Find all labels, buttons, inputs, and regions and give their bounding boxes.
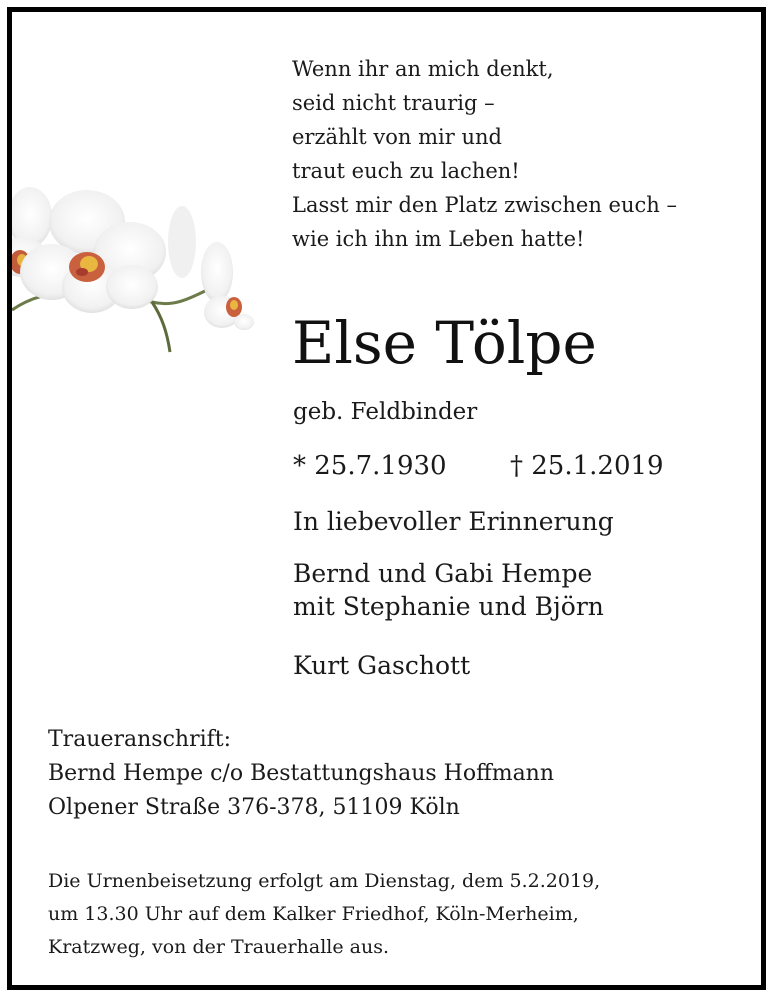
deceased-name: Else Tölpe bbox=[292, 309, 597, 377]
poem-line: traut euch zu lachen! bbox=[292, 159, 520, 183]
additional-mourner: Kurt Gaschott bbox=[293, 651, 471, 680]
memorial-text: In liebevoller Erinnerung bbox=[293, 507, 614, 536]
address-line: Olpener Straße 376-378, 51109 Köln bbox=[48, 795, 460, 820]
funeral-info bbox=[48, 865, 600, 964]
birth-date: * 25.7.1930 bbox=[293, 451, 447, 481]
death-date: † 25.1.2019 bbox=[510, 451, 664, 481]
obituary-frame bbox=[7, 7, 766, 990]
address-line: Traueranschrift: bbox=[48, 727, 232, 752]
funeral-line: um 13.30 Uhr auf dem Kalker Friedhof, Köln-Merheim, bbox=[48, 903, 579, 925]
poem-line: wie ich ihn im Leben hatte! bbox=[292, 227, 585, 251]
family-names bbox=[293, 557, 604, 623]
family-line: mit Stephanie und Björn bbox=[293, 592, 604, 621]
orchid-flower-image bbox=[12, 162, 267, 362]
poem bbox=[292, 52, 677, 256]
funeral-line: Kratzweg, von der Trauerhalle aus. bbox=[48, 936, 389, 958]
mourning-address bbox=[48, 723, 554, 825]
birth-name: geb. Feldbinder bbox=[293, 399, 478, 425]
funeral-line: Die Urnenbeisetzung erfolgt am Dienstag, dem 5.2.2019, bbox=[48, 870, 601, 892]
address-line: Bernd Hempe c/o Bestattungshaus Hoffmann bbox=[48, 761, 555, 786]
poem-line: Wenn ihr an mich denkt, bbox=[292, 57, 554, 81]
poem-line: erzählt von mir und bbox=[292, 125, 502, 149]
poem-line: seid nicht traurig – bbox=[292, 91, 495, 115]
family-line: Bernd und Gabi Hempe bbox=[293, 559, 593, 588]
poem-line: Lasst mir den Platz zwischen euch – bbox=[292, 193, 677, 217]
